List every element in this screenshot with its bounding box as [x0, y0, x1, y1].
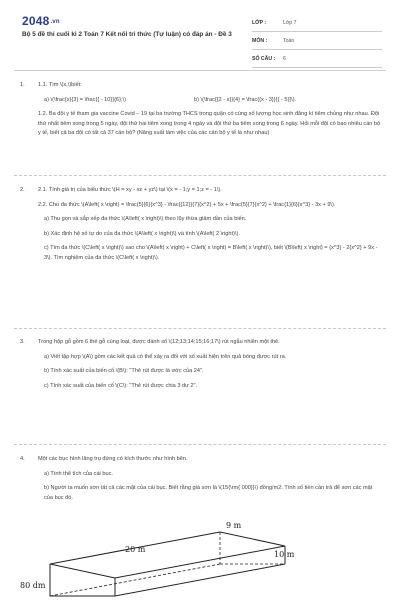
subpart-c: c) Tính xác suất của biến cố \(C\): "Thẻ rút được chia 3 dư 2".	[44, 382, 198, 389]
question-divider	[14, 175, 386, 176]
prism-back-top-edge	[220, 532, 285, 546]
dimension-label-bottom: 80 dm	[20, 581, 46, 590]
subpart-c: c) Tìm đa thức \(C\left( x \right)\) sao cho \(A\left( x \right) + C\left( x \right) = B\left( x \right)\), biết \(B\left( x \right) = {x^3} - 2{x^2} + 9x - 3\). Tìm nghiệm của đa thức \(C\left( x \right)\).	[44, 245, 378, 261]
subpart-a: a) \(\frac{x}{3} = \frac{{ - 10}}{6};\)	[44, 96, 126, 103]
dimension-label-length: 20 m	[125, 545, 146, 554]
document-title: Bộ 5 đề thi cuối kì 2 Toán 7 Kết nối tri thức (Tự luận) có đáp án - Đề 3	[22, 31, 232, 38]
question-text: 1.1. Tìm \(x,\)biết:	[38, 82, 82, 88]
meta-class-row	[252, 14, 382, 32]
question-1	[20, 81, 382, 144]
question-4	[20, 455, 382, 508]
subpart-b: b) \(\frac{{2 - x}}{4} = \frac{{x - 3}}{{ - 5}}\).	[194, 96, 297, 103]
question-number: 2.	[20, 187, 25, 193]
meta-value: Lớp 7	[283, 19, 297, 26]
site-logo[interactable]	[22, 14, 60, 28]
meta-label: LỚP :	[252, 19, 267, 26]
prism-front-edge	[50, 564, 115, 596]
page-header	[0, 0, 400, 62]
question-text: 2.2. Cho đa thức \(A\left( x \right) = \frac{5}{6}{x^3} - \frac{{12}}{7}{x^2} + 5x + \frac{5}{7}{x^2} + \frac{1}{6}{x^3} - 3x + 9\).	[38, 201, 336, 208]
question-text: 1.2. Ba đội y tế tham gia vaccine Covid – 19 tại ba trường THCS trong quận có cùng số lượng học sinh đăng kí tiêm chủng như nhau. Đội thứ nhất tiêm xong trong 5 ngày, đội thứ hai tiêm xong trong 4 ngày và đội thứ ba tiêm xong trong 6 ngày. Hỏi mỗi đội có bao nhiêu cán bộ y tế, biết cả ba đội có tất cả 37 cán bộ? (Năng suất làm việc của các cán bộ y tế là như nhau)	[38, 111, 381, 137]
logo-suffix: .vn	[50, 18, 60, 25]
question-number: 3.	[20, 339, 25, 345]
meta-subject-row	[252, 32, 382, 50]
prism-bottom-right-edge	[115, 564, 285, 596]
question-text: Trong hộp gỗ gồm 6 thẻ gỗ cùng loại, được đánh số \(12;13;14;15;16;17\) rút ngẫu nhiên một thẻ.	[38, 339, 280, 345]
meta-label: MÔN :	[252, 37, 268, 44]
question-number: 1.	[20, 82, 25, 88]
prism-hidden-edge	[50, 564, 220, 596]
meta-value: 6	[283, 55, 286, 62]
dimension-label-top: 9 m	[226, 521, 242, 530]
question-divider	[14, 328, 386, 329]
header-divider	[14, 70, 386, 71]
meta-count-row	[252, 50, 382, 68]
question-divider	[14, 444, 386, 445]
question-2	[20, 186, 382, 269]
subpart-b: b) Người ta muốn sơn tất cả các mặt của cái bục. Biết rằng giá sơn là \(15{\rm{ 000}}\) đồng/m2. Tính số tiền cần trả để sơn các mặt của bục đó.	[44, 485, 373, 501]
subpart-a: a) Viết tập hợp \(A\) gồm các kết quả có thể xảy ra đối với số xuất hiện trên quả bóng được rút ra.	[44, 353, 287, 360]
question-text: 2.1. Tính giá trị của biểu thức \(H = xy - xz + yz\) tại \(x = - 1;y = 1;z = - 1\).	[38, 187, 222, 193]
question-number: 4.	[20, 456, 25, 462]
subpart-a: a) Thu gọn và sắp xếp đa thức \(A\left( x \right)\) theo lũy thừa giảm dần của biến.	[44, 216, 247, 223]
prism-slope-front	[50, 564, 115, 578]
subpart-b: b) Xác định hệ số tự do của đa thức \(A\left( x \right)\) và tính \(A\left( 2 \right)\).	[44, 230, 240, 237]
meta-label: SỐ CÂU :	[252, 55, 276, 62]
subpart-b: b) Tính xác suất của biến cố \(B\): "Thẻ rút được là ước của 24".	[44, 368, 204, 375]
question-3	[20, 338, 382, 396]
subpart-a: a) Tính thể tích của cái bục.	[44, 470, 113, 477]
dimension-label-right: 10 m	[274, 550, 295, 559]
question-text: Một các bục hình lăng trụ đứng có kích thước như hình bên.	[38, 456, 188, 462]
question-subparts	[44, 96, 382, 106]
meta-value: Toán	[283, 37, 295, 44]
prism-figure	[20, 512, 320, 600]
logo-text: 2048	[22, 14, 50, 28]
exam-meta	[252, 14, 382, 68]
